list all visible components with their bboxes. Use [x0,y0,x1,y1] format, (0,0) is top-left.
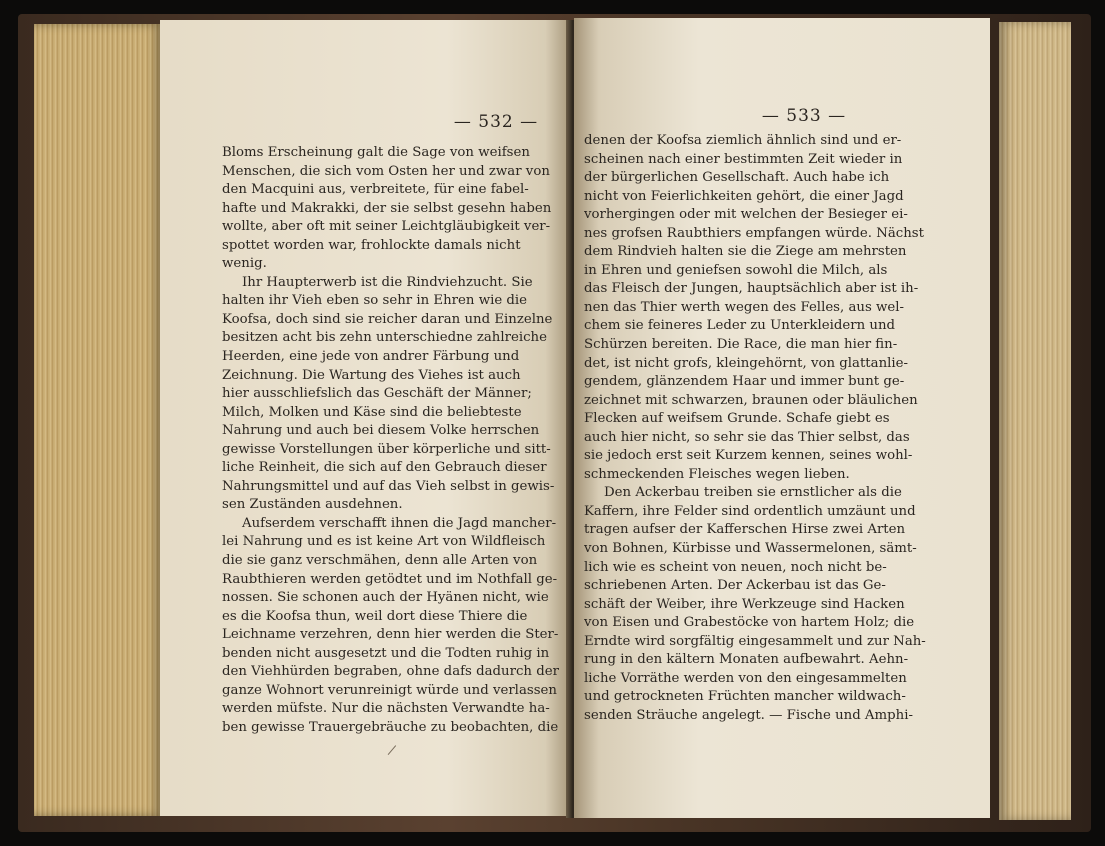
text-line: nossen. Sie schonen auch der Hyänen nicht, wie [222,590,549,606]
text-line: lich wie es scheint von neuen, noch nicht be- [584,559,887,575]
text-line: Nahrung und auch bei diesem Volke herrschen [222,423,540,439]
text-line: wenig. [222,256,267,272]
text-line: nes grofsen Raubthiers empfangen würde. Nächst [584,225,924,241]
text-line: Den Ackerbau treiben sie ernstlicher als die [604,485,902,501]
left-page [160,20,570,816]
text-line: chem sie feineres Leder zu Unterkleidern und [584,318,896,334]
text-line: sie jedoch erst seit Kurzem kennen, seines wohl- [584,448,913,464]
text-line: benden nicht ausgesetzt und die Todten ruhig in [222,645,550,661]
left-page-edges [34,24,162,816]
text-line: von Bohnen, Kürbisse und Wassermelonen, sämt- [584,541,917,557]
left-page-text [222,144,567,738]
text-line: die sie ganz verschmähen, denn alle Arten von [222,553,538,569]
text-line: Erndte wird sorgfältig eingesammelt und zur Nah- [584,633,926,649]
text-line: Raubthieren werden getödtet und im Nothfall ge- [222,571,558,587]
text-line: nen das Thier werth wegen des Felles, aus wel- [584,299,905,315]
text-line: der bürgerlichen Gesellschaft. Auch habe ich [584,170,890,186]
text-line: schmeckenden Fleisches wegen lieben. [584,466,850,482]
text-line: Heerden, eine jede von andrer Färbung und [222,349,520,365]
text-line: spottet worden war, frohlockte damals nicht [222,237,521,253]
text-line: schäft der Weiber, ihre Werkzeuge sind Hacken [584,596,905,612]
text-line: den Viehhürden begraben, ohne dafs dadurch der [222,664,559,680]
text-line: Nahrungsmittel und auf das Vieh selbst in gewis- [222,478,555,494]
text-line: Aufserdem verschafft ihnen die Jagd mancher- [242,515,557,531]
text-line: Menschen, die sich vom Osten her und zwar von [222,163,550,179]
text-line: Ihr Haupterwerb ist die Rindviehzucht. Sie [242,274,533,290]
text-line: dem Rindvieh halten sie die Ziege am mehrsten [584,244,907,260]
text-line: den Macquini aus, verbreitete, für eine fabel- [222,182,529,198]
text-line: lei Nahrung und es ist keine Art von Wildfleisch [222,534,546,550]
text-line: denen der Koofsa ziemlich ähnlich sind und er- [584,133,902,148]
text-line: ben gewisse Trauergebräuche zu beobachten, die [222,719,559,735]
text-line: es die Koofsa thun, weil dort diese Thiere die [222,608,528,624]
left-page-number: — 532 — [453,112,539,132]
text-line: in Ehren und geniefsen sowohl die Milch, als [584,262,888,278]
text-line: und getrockneten Früchten mancher wildwach- [584,689,906,705]
right-page [574,18,990,818]
text-line: zeichnet mit schwarzen, braunen oder bläulichen [584,392,918,408]
text-line: det, ist nicht grofs, kleingehörnt, von glattanlie- [584,355,909,371]
text-line: liche Reinheit, die sich auf den Gebrauch dieser [222,460,547,476]
text-line: werden müfste. Nur die nächsten Verwandte ha- [222,701,550,717]
text-line: ganze Wohnort verunreinigt würde und verlassen [222,682,557,698]
text-line: Milch, Molken und Käse sind die beliebteste [222,404,522,420]
text-line: gendem, glänzendem Haar und immer bunt ge- [584,374,905,390]
text-line: nicht von Feierlichkeiten gehört, die einer Jagd [584,188,904,204]
text-line: auch hier nicht, so sehr sie das Thier selbst, das [584,429,910,445]
pencil-mark [388,745,406,763]
text-line: halten ihr Vieh eben so sehr in Ehren wie die [222,293,528,309]
text-line: vorhergingen oder mit welchen der Besieger ei- [584,207,908,223]
text-line: senden Sträuche angelegt. — Fische und Amphi- [584,707,913,723]
text-line: tragen aufser der Kafferschen Hirse zwei Arten [584,522,906,538]
text-line: Koofsa, doch sind sie reicher daran und Einzelne [222,311,553,327]
text-line: Kaffern, ihre Felder sind ordentlich umzäunt und [584,503,916,519]
right-page-number: — 533 — [761,106,847,126]
text-line: schriebenen Arten. Der Ackerbau ist das Ge- [584,578,886,594]
text-line: von Eisen und Grabestöcke von hartem Holz; die [584,615,915,631]
text-line: besitzen acht bis zehn unterschiedne zahlreiche [222,330,547,346]
text-line: Flecken auf weifsem Grunde. Schafe giebt es [584,411,890,427]
text-line: gewisse Vorstellungen über körperliche und sitt- [222,441,551,457]
text-line: rung in den kältern Monaten aufbewahrt. Aehn- [584,652,909,668]
right-page-text [584,132,978,726]
text-line: Schürzen bereiten. Die Race, die man hier fin- [584,337,898,353]
text-line: Leichname verzehren, denn hier werden die Ster- [222,627,559,643]
text-line: scheinen nach einer bestimmten Zeit wieder in [584,151,903,167]
text-line: liche Vorräthe werden von den eingesammelten [584,670,907,686]
text-line: Bloms Erscheinung galt die Sage von weifsen [222,145,530,160]
text-line: das Fleisch der Jungen, hauptsächlich aber ist ih- [584,281,919,297]
text-line: wollte, aber oft mit seiner Leichtgläubigkeit ver- [222,219,551,235]
text-line: hafte und Makrakki, der sie selbst gesehn haben [222,200,552,216]
text-line: sen Zuständen ausdehnen. [222,497,403,513]
text-line: hier ausschliefslich das Geschäft der Männer; [222,386,532,402]
right-page-edges [999,22,1071,820]
text-line: Zeichnung. Die Wartung des Viehes ist auch [222,367,521,383]
